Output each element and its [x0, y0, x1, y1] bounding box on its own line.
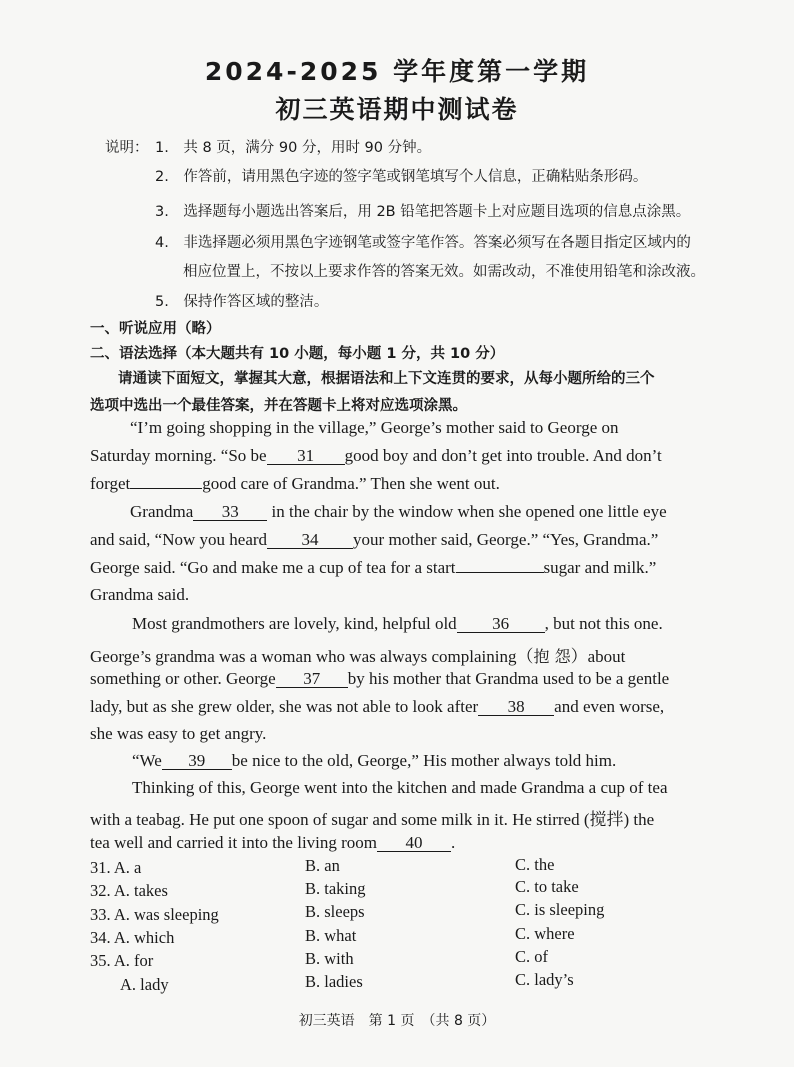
- option-a: 31. A. a: [90, 858, 142, 877]
- option-c: C. the: [515, 855, 555, 874]
- passage-line: something or other. George 37 by his mother that Grandma used to be a gentle: [90, 669, 670, 688]
- option-a: 34. A. which: [90, 928, 175, 947]
- option-b: B. an: [305, 856, 340, 875]
- passage-line: “We 39 be nice to the old, George,” His mother always told him.: [132, 751, 617, 770]
- option-a: 32. A. takes: [90, 881, 168, 900]
- option-a: 35. A. for: [90, 951, 154, 970]
- instruction-item: 相应位置上，不按以上要求作答的答案无效。如需改动，不准使用铅笔和涂改液。: [183, 264, 705, 280]
- blank-39: 39: [162, 752, 232, 770]
- instruction-item: 2. 作答前，请用黑色字迹的签字笔或钢笔填写个人信息，正确粘贴条形码。: [155, 169, 648, 185]
- option-b: B. taking: [305, 879, 366, 898]
- blank-40: 40: [377, 834, 451, 852]
- passage-line: George said. “Go and make me a cup of tea for a start sugar and milk.”: [90, 558, 657, 577]
- instruction-item: 4. 非选择题必须用黑色字迹钢笔或签字笔作答。答案必须写在各题目指定区域内的: [155, 235, 691, 251]
- passage-line: with a teabag. He put one spoon of sugar and some milk in it. He stirred (搅拌) the: [90, 810, 655, 829]
- passage-line: forget good care of Grandma.” Then she went out.: [90, 474, 500, 493]
- option-b: B. what: [305, 926, 357, 945]
- option-a: 33. A. was sleeping: [90, 905, 219, 924]
- directions-line: 选项中选出一个最佳答案，并在答题卡上将对应选项涂黑。: [90, 398, 467, 414]
- passage-line: and said, “Now you heard 34 your mother said, George.” “Yes, Grandma.”: [90, 530, 659, 549]
- passage-line: Most grandmothers are lovely, kind, helpful old 36 , but not this one.: [132, 614, 663, 633]
- blank-38: 38: [478, 698, 554, 716]
- option-b: B. with: [305, 949, 354, 968]
- directions-line: 请通读下面短文，掌握其大意，根据语法和上下文连贯的要求，从每小题所给的三个: [118, 371, 655, 387]
- blank-31: 31: [267, 447, 345, 465]
- blank-35: [456, 572, 544, 573]
- passage-line: George’s grandma was a woman who was always complaining（抱 怨）about: [90, 647, 626, 666]
- section-heading-listening: 一、听说应用（略）: [90, 321, 221, 337]
- blank-36: 36: [457, 615, 545, 633]
- exam-subtitle: 初三英语期中测试卷: [275, 95, 519, 124]
- option-c: C. of: [515, 947, 548, 966]
- exam-title: 2024-2025 学年度第一学期: [204, 57, 590, 86]
- instructions-label: 说明：: [105, 140, 149, 156]
- passage-line: tea well and carried it into the living room 40 .: [90, 833, 456, 852]
- blank-37: 37: [276, 670, 348, 688]
- instruction-item: 3. 选择题每小题选出答案后，用 2B 铅笔把答题卡上对应题目选项的信息点涂黑。: [155, 204, 691, 220]
- page-footer: 初三英语 第 1 页 （共 8 页）: [298, 1013, 496, 1029]
- option-a: A. lady: [120, 975, 169, 994]
- option-c: C. to take: [515, 877, 579, 896]
- instruction-item: 1. 共 8 页，满分 90 分，用时 90 分钟。: [155, 140, 432, 156]
- passage-line: Grandma 33 in the chair by the window when she opened one little eye: [130, 502, 667, 521]
- passage-line: Saturday morning. “So be 31 good boy and don’t get into trouble. And don’t: [90, 446, 662, 465]
- option-c: C. lady’s: [515, 970, 574, 989]
- passage-line: lady, but as she grew older, she was not able to look after 38 and even worse,: [90, 697, 665, 716]
- blank-34: 34: [267, 531, 353, 549]
- option-c: C. where: [515, 924, 575, 943]
- passage-line: she was easy to get angry.: [90, 724, 267, 743]
- section-heading-grammar: 二、语法选择（本大题共有 10 小题，每小题 1 分，共 10 分）: [90, 346, 505, 362]
- passage-line: “I’m going shopping in the village,” George’s mother said to George on: [130, 418, 619, 437]
- option-b: B. sleeps: [305, 902, 365, 921]
- blank-33: 33: [193, 503, 267, 521]
- passage-line: Grandma said.: [90, 585, 190, 604]
- blank-32: [130, 488, 202, 489]
- instruction-item: 5. 保持作答区域的整洁。: [155, 294, 329, 310]
- option-c: C. is sleeping: [515, 900, 605, 919]
- passage-line: Thinking of this, George went into the kitchen and made Grandma a cup of tea: [132, 778, 668, 797]
- option-b: B. ladies: [305, 972, 363, 991]
